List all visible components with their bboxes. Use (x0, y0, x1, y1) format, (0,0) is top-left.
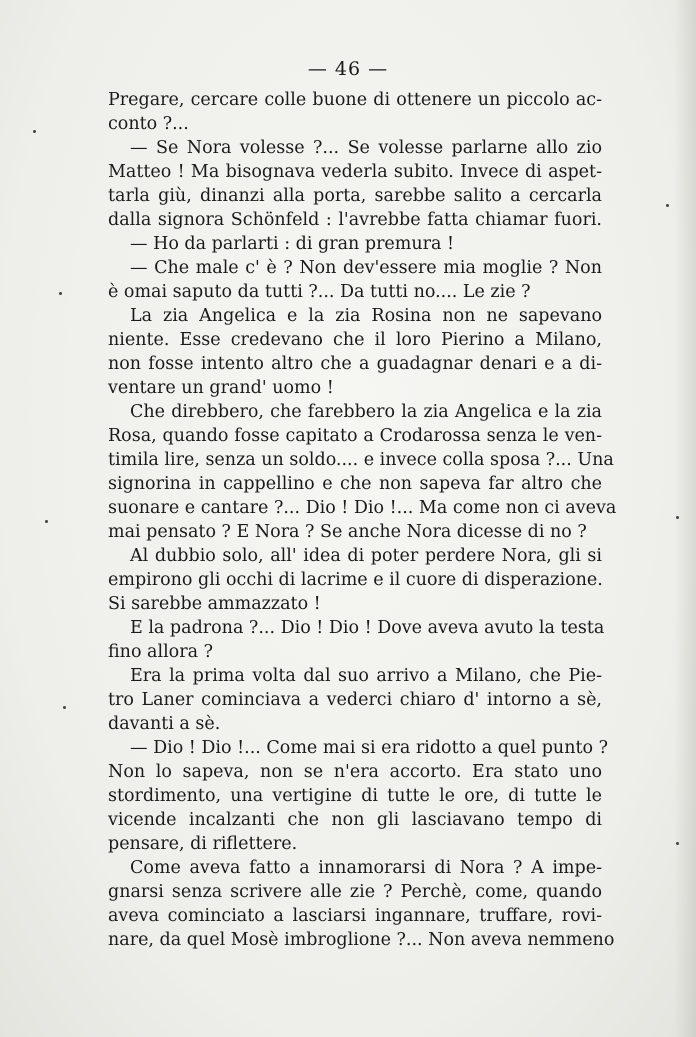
text-line: — Dio ! Dio !... Come mai si era ridotto a quel punto ? (130, 738, 608, 758)
scan-speck (676, 842, 679, 845)
scan-speck (666, 204, 669, 207)
text-line: E la padrona ?... Dio ! Dio ! Dove aveva avuto la testa (130, 618, 605, 638)
scan-speck (676, 516, 679, 519)
text-line: Matteo ! Ma bisognava vederla subito. Invece di aspet- (108, 162, 602, 182)
text-line: niente. Esse credevano che il loro Pierino a Milano, (108, 330, 602, 350)
text-line: Non lo sapeva, non se n'era accorto. Era stato uno (108, 762, 602, 782)
text-line: tarla giù, dinanzi alla porta, sarebbe salito a cercarla (108, 186, 602, 206)
text-line: empirono gli occhi di lacrime e il cuore di disperazione. (108, 570, 603, 590)
text-line: gnarsi senza scrivere alle zie ? Perchè, come, quando (108, 882, 602, 902)
text-line: Come aveva fatto a innamorarsi di Nora ? A impe- (130, 858, 602, 878)
scan-speck (59, 292, 62, 295)
text-line: è omai saputo da tutti ?... Da tutti no.... Le zie ? (108, 282, 531, 302)
text-line: signorina in cappellino e che non sapeva far altro che (108, 474, 602, 494)
text-line: Si sarebbe ammazzato ! (108, 594, 321, 614)
scan-speck (33, 130, 36, 133)
text-line: aveva cominciato a lasciarsi ingannare, truffare, rovi- (108, 906, 602, 926)
text-line: — Ho da parlarti : di gran premura ! (130, 234, 455, 254)
text-line: nare, da quel Mosè imbroglione ?... Non aveva nemmeno (108, 930, 615, 950)
text-line: Era la prima volta dal suo arrivo a Milano, che Pie- (130, 666, 602, 686)
text-line: Pregare, cercare colle buone di ottenere un piccolo ac- (108, 90, 602, 110)
text-line: ventare un grand' uomo ! (108, 378, 334, 398)
text-line: non fosse intento altro che a guadagnar denari e a di- (108, 354, 602, 374)
text-line: timila lire, senza un soldo.... e invece colla sposa ?... Una (108, 450, 614, 470)
text-line: Al dubbio solo, all' idea di poter perdere Nora, gli si (130, 546, 602, 566)
text-line: — Che male c' è ? Non dev'essere mia moglie ? Non (130, 258, 602, 278)
body-text (108, 88, 617, 952)
text-line: suonare e cantare ?... Dio ! Dio !... Ma come non ci aveva (108, 498, 617, 518)
text-line: Rosa, quando fosse capitato a Crodarossa senza le ven- (108, 426, 602, 446)
text-line: mai pensato ? E Nora ? Se anche Nora dicesse di no ? (108, 522, 587, 542)
scan-speck (63, 706, 66, 709)
scan-speck (45, 520, 48, 523)
text-line: davanti a sè. (108, 714, 221, 734)
text-line: pensare, di riflettere. (108, 834, 298, 854)
text-line: fino allora ? (108, 642, 213, 662)
text-line: vicende incalzanti che non gli lasciavano tempo di (108, 810, 602, 830)
text-line: stordimento, una vertigine di tutte le ore, di tutte le (108, 786, 602, 806)
text-line: dalla signora Schönfeld : l'avrebbe fatta chiamar fuori. (108, 210, 602, 230)
page-number: — 46 — (307, 58, 389, 80)
text-line: — Se Nora volesse ?... Se volesse parlarne allo zio (130, 138, 602, 158)
text-line: tro Laner cominciava a vederci chiaro d' intorno a sè, (108, 690, 602, 710)
text-line: Che direbbero, che farebbero la zia Angelica e la zia (130, 402, 602, 422)
text-line: conto ?... (108, 114, 189, 134)
text-line: La zia Angelica e la zia Rosina non ne sapevano (130, 306, 602, 326)
